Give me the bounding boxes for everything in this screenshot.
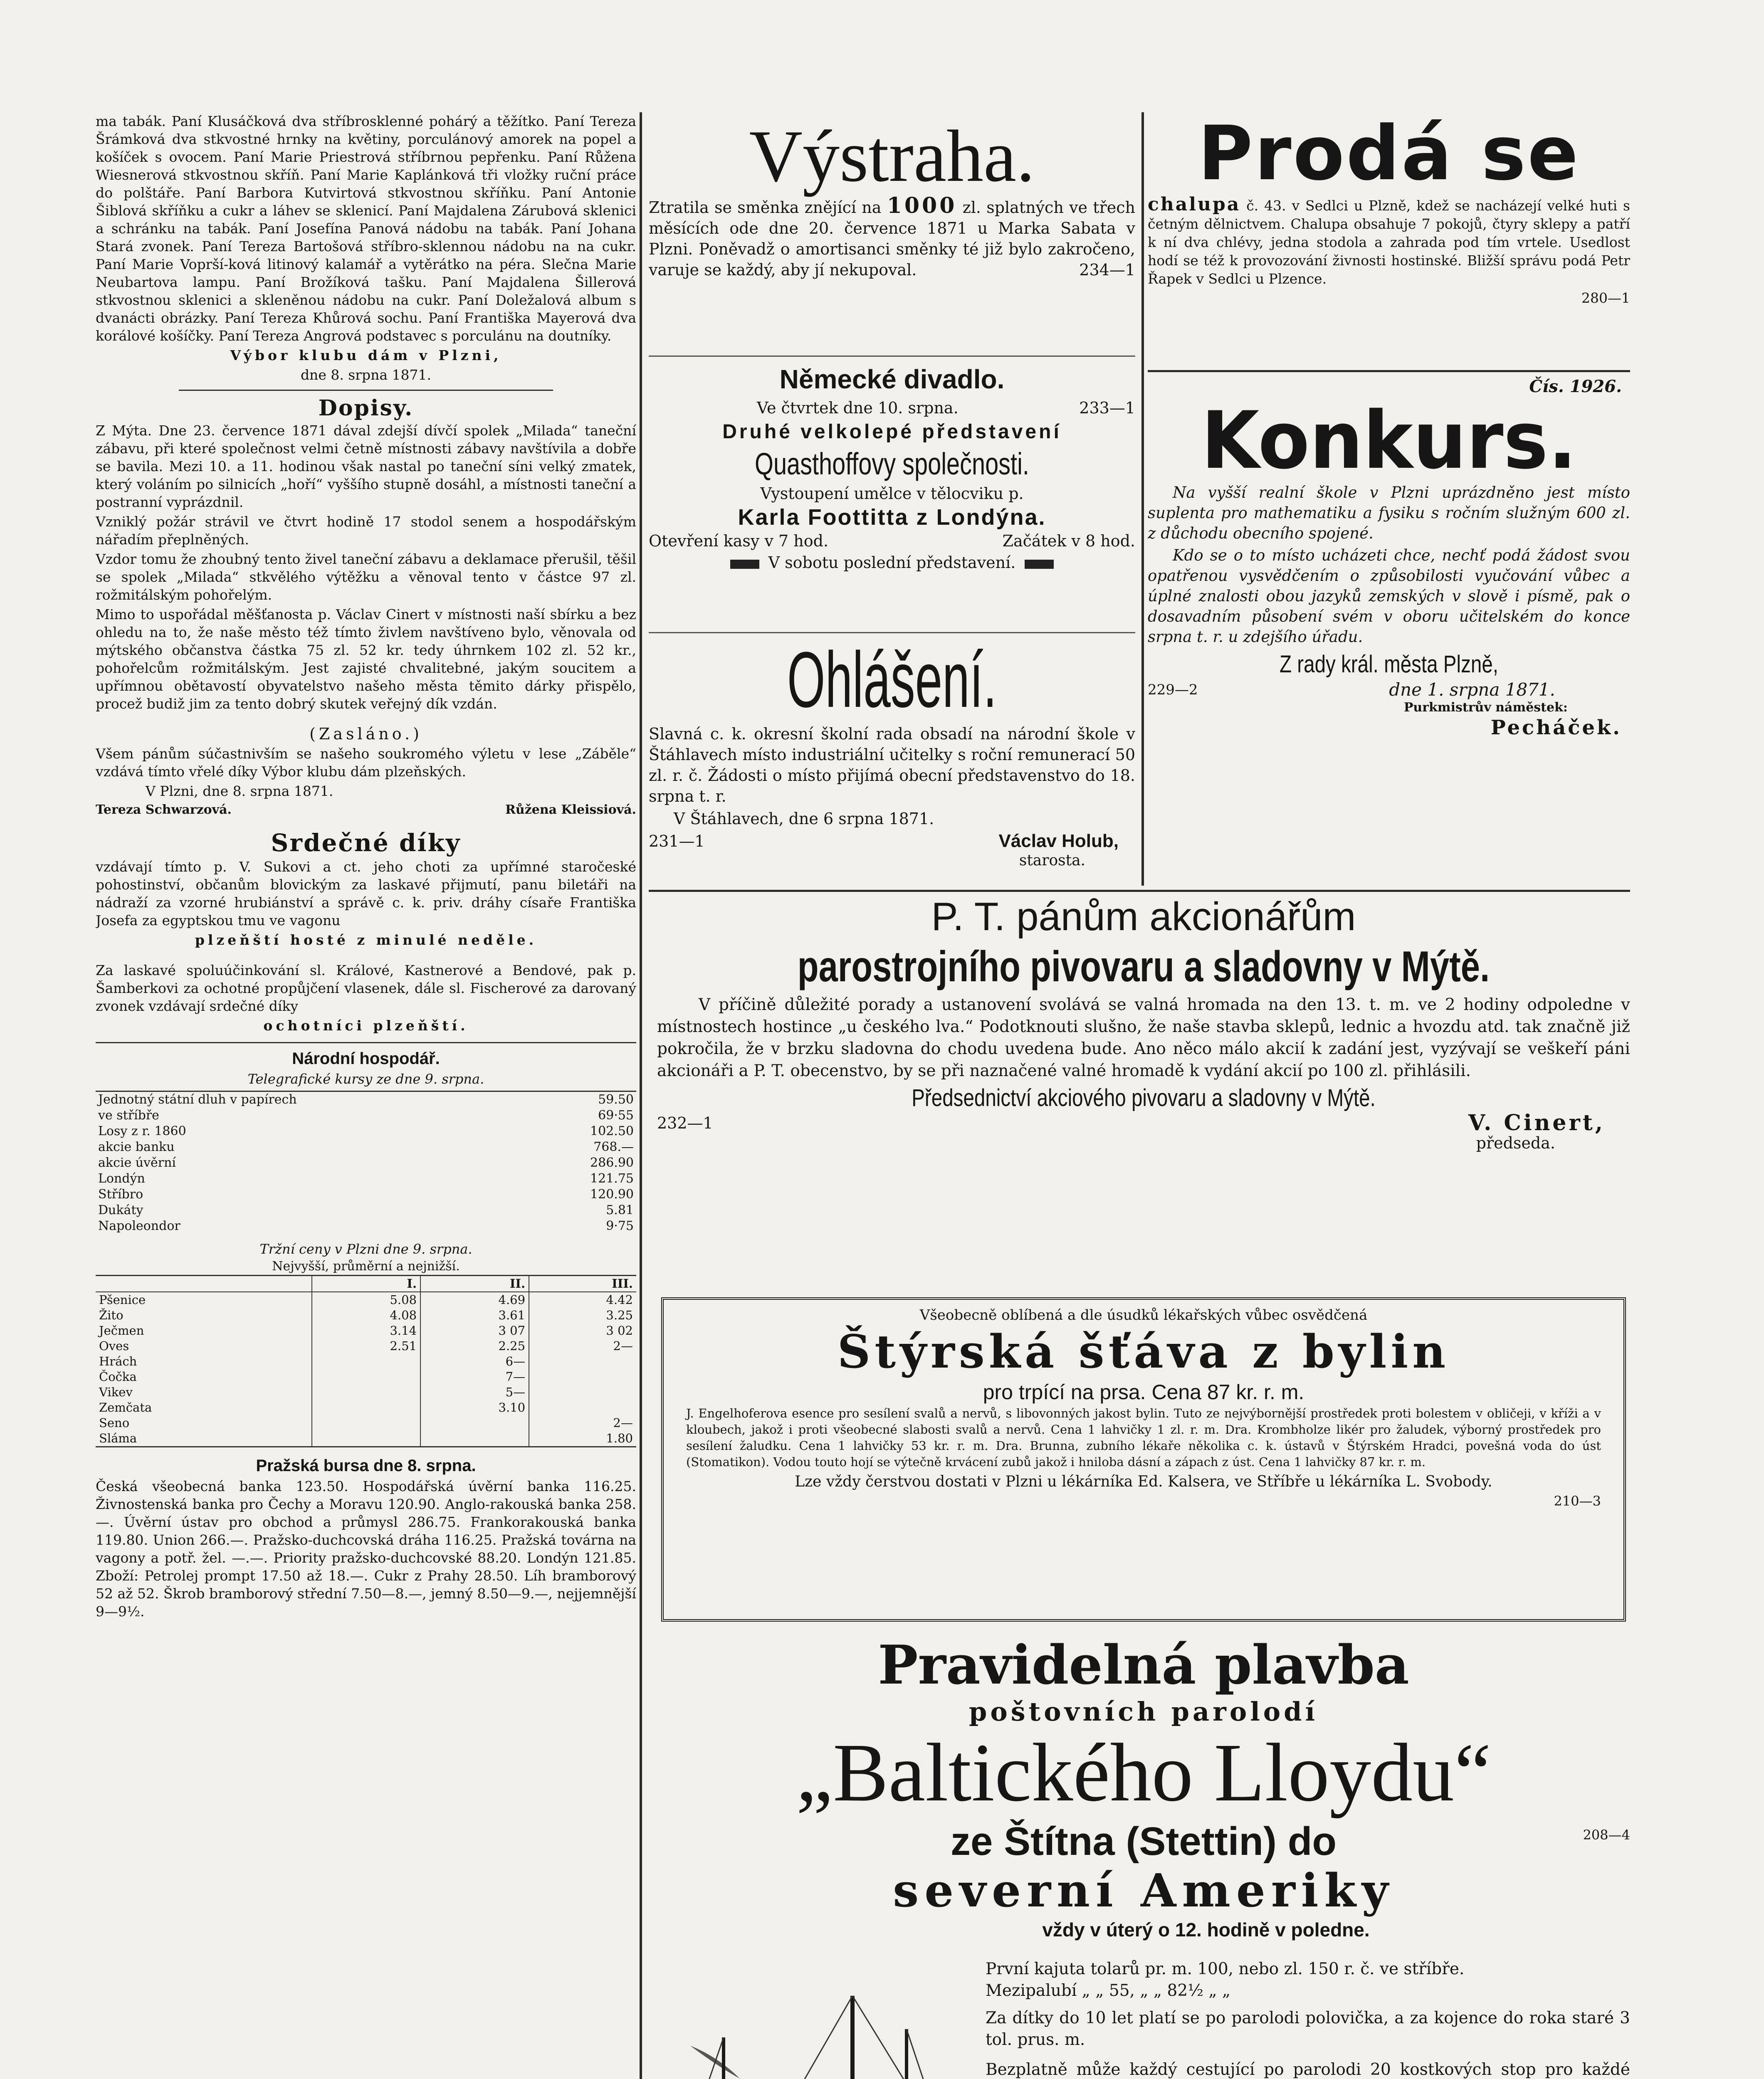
ceny-price: 4.42 xyxy=(529,1292,636,1308)
ceny-price: 2.51 xyxy=(312,1338,420,1354)
ceny-table xyxy=(96,1275,636,1447)
kurz-value: 5.81 xyxy=(606,1203,634,1217)
kurz-label: akcie banku xyxy=(98,1140,175,1154)
kurz-label: Dukáty xyxy=(98,1203,143,1217)
ohlaseni-ad xyxy=(649,636,1135,870)
ceny-price: 2— xyxy=(529,1415,636,1431)
divadlo-line1: Druhé velkolepé představení xyxy=(722,421,1062,443)
hosp-heading: Národní hospodář. xyxy=(292,1049,440,1068)
gifts-signature: Výbor klubu dám v Plzni, xyxy=(230,347,502,363)
vystraha-title: Výstraha. xyxy=(749,115,1035,197)
vystraha-body xyxy=(649,195,1135,280)
stava-ad xyxy=(686,1306,1601,1509)
lloyd-title4-row xyxy=(657,1819,1630,1864)
table-row xyxy=(96,1292,636,1308)
ceny-price: 7— xyxy=(420,1369,529,1385)
zaslano-heading: (Zasláno.) xyxy=(309,725,422,743)
ceny-header: III. xyxy=(529,1276,636,1292)
ceny-price: 3.10 xyxy=(420,1400,529,1415)
stava-foot: Lze vždy čerstvou dostati v Plzni u lékárníka Ed. Kalsera, ve Stříbře u lékárníka L. Svobody. xyxy=(795,1473,1492,1490)
zaslano-body: Všem pánům súčastnivším se našeho soukromého výletu v lese „Záběle“ vzdává tímto vřelé díky Výbor klubu dám plzeňských. xyxy=(96,746,636,780)
ceny-price xyxy=(312,1415,420,1431)
ceny-price: 3.61 xyxy=(420,1308,529,1323)
konkurs-date-row xyxy=(1148,680,1630,699)
akcionari-role: předseda. xyxy=(1476,1134,1555,1152)
table-row xyxy=(96,1108,636,1123)
table-row xyxy=(96,1218,636,1234)
akcionari-signature: Předsednictví akciového pivovaru a sladovny v Mýtě. xyxy=(912,1084,1376,1111)
ceny-price xyxy=(312,1354,420,1369)
bursa-body: Česká všeobecná banka 123.50. Hospodářská úvěrní banka 116.25. Živnostenská banka pro Čechy a Moravu 120.90. Anglo-rakouská banka 258.—. Úvěrní ústav pro obchod a průmysl 286.75. Frankorakouská banka 119.80. Union 266.—. Pražsko-duchcovská dráha 116.25. Pražská továrna na vagony a potř. žel. —.—. Priority pražsko-duchcovské 88.20. Londýn 121.85. Zboží: Petrolej prompt 17.50 až 18.—. Cukr z Prahy 28.50. Líh bramborový 52 až 52. Škrob bramborový střední 7.50—8.—, jemný 8.50—9.—, nejjemnější 9—9½. xyxy=(96,1478,636,1620)
table-header-row xyxy=(96,1276,636,1292)
table-row xyxy=(96,1202,636,1218)
ceny-price: 4.69 xyxy=(420,1292,529,1308)
kurz-label: Stříbro xyxy=(98,1187,143,1202)
divadlo-line2: Vystoupení umělce v tělocviku p. xyxy=(760,484,1024,503)
lloyd-title4: ze Štítna (Stettin) do xyxy=(951,1819,1337,1864)
ceny-price: 3 07 xyxy=(420,1323,529,1338)
ceny-price xyxy=(312,1400,420,1415)
kurz-value: 69·55 xyxy=(598,1108,634,1123)
dopisy-paragraph-3: Vzdor tomu že zhoubný tento živel taneční zábavu a deklamace přerušil, těšil se spolek „Milada“ stkvělého výtěžku a věnoval tento v částce 97 zl. rožmitálským pohořelým. xyxy=(96,551,636,603)
divadlo-last-text: V sobotu poslední představení. xyxy=(768,553,1016,572)
table-row xyxy=(96,1369,636,1385)
kurz-value: 120.90 xyxy=(590,1187,634,1202)
zaslano-signature-right: Růžena Kleissiová. xyxy=(505,802,636,817)
ceny-price: 3.25 xyxy=(529,1308,636,1323)
pointing-hand-icon xyxy=(1025,560,1054,569)
stava-top: Všeobecně oblíbená a dle úsudků lékařských vůbec osvědčená xyxy=(919,1307,1368,1323)
ceny-header: I. xyxy=(312,1276,420,1292)
ceny-price: 2.25 xyxy=(420,1338,529,1354)
kurz-value: 102.50 xyxy=(590,1124,634,1138)
divider xyxy=(649,890,1630,892)
akcionari-sign-row xyxy=(657,1110,1630,1136)
dopisy-paragraph-2: Vzniklý požár strávil ve čtvrt hodině 17 stodol senem a hospodářským nářadím přeplněných. xyxy=(96,514,636,548)
table-row xyxy=(96,1323,636,1338)
vystraha-amount: 1000 xyxy=(887,193,957,218)
table-row xyxy=(96,1431,636,1447)
divadlo-date-row xyxy=(649,397,1135,419)
gifts-list: ma tabák. Paní Klusáčková dva stříbrosklenné pohárý a těžítko. Paní Tereza Šrámková dva stkvostné hrnky na květiny, porculánový amorek na popel a košíček s ovocem. Paní Marie Priestrová stříbrnou pepřenku. Paní Růžena Wiesnerová stkvostnou skříň. Paní Marie Kaplánková tři vložky ruční práce do polštáře. Paní Barbora Kutvirtová stkvostnou skříňku. Paní Antonie Šiblová skříňku a cukr a láhev se sklenicí. Paní Majdalena Zárubová sklenici a schránku na tabák. Paní Josefína Panová nádobu na tabák. Paní Johana Stará zvonek. Paní Tereza Bartošová stříbro-sklennou nádobu na na cukr. Paní Marie Voprší-ková litinový kalamář a vytěrátko na péra. Slečna Marie Neubartova lampu. Paní Brožíková tašku. Paní Majdalena Šillerová stkvostnou sklenici a skleněnou nádobu na cukr. Paní Doležalová album s dvanácti obrázky. Paní Tereza Khůrová sochu. Paní Františka Mayerová dva korálové košíčky. Paní Tereza Angrová podstavec s porculánu na doutníky. xyxy=(96,113,636,344)
section-divider xyxy=(179,390,553,391)
ceny-price xyxy=(529,1354,636,1369)
divadlo-last xyxy=(649,551,1135,574)
konkurs-number: 229—2 xyxy=(1148,681,1198,698)
ceny-price: 5— xyxy=(420,1385,529,1400)
divadlo-number: 233—1 xyxy=(1079,399,1135,417)
dik-body: vzdávají tímto p. V. Sukovi a ct. jeho choti za upřímné staročeské pohostinství, občanům blovickým za laskavé přijmutí, panu biletáři na nádraží za vzorné hrubiánství a správě c. k. priv. dráhy císaře Františka Josefa za egyptskou tmu ve vagonu xyxy=(96,859,636,928)
lloyd-title3: „Baltického Lloydu“ xyxy=(796,1727,1491,1819)
ceny-price xyxy=(420,1431,529,1447)
akcionari-title2: parostrojního pivovaru a sladovny v Mýtě. xyxy=(797,943,1490,991)
ceny-subheading: Nejvyšší, průměrní a nejnižší. xyxy=(272,1259,460,1274)
ceny-price: 3.14 xyxy=(312,1323,420,1338)
left-column xyxy=(96,112,636,2079)
vystraha-ad xyxy=(649,116,1135,282)
lloyd-info xyxy=(986,1946,1630,2079)
stava-subtitle: pro trpící na prsa. Cena 87 kr. r. m. xyxy=(983,1380,1304,1404)
ceny-commodity: Vikev xyxy=(99,1385,133,1399)
ceny-price xyxy=(312,1369,420,1385)
divider xyxy=(649,356,1135,357)
ceny-price: 6— xyxy=(420,1354,529,1369)
ceny-commodity: Pšenice xyxy=(99,1293,146,1307)
divider xyxy=(1148,370,1630,372)
prodej-ad xyxy=(1148,112,1630,306)
ceny-commodity: Sláma xyxy=(99,1431,137,1445)
kurz-value: 121.75 xyxy=(590,1171,634,1186)
ceny-price xyxy=(312,1431,420,1447)
prodej-number: 280—1 xyxy=(1581,290,1630,306)
konkurs-signature: Z rady král. města Plzně, xyxy=(1280,651,1498,678)
prodej-title: Prodá se xyxy=(1198,110,1580,197)
table-row xyxy=(96,1171,636,1187)
dik-heading: Srdečné díky xyxy=(271,829,461,857)
konkurs-body2: Kdo se o to místo ucházeti chce, nechť podá žádost svou opatřenou vysvědčením o způsobilosti vyučování vůbec a úplné znalosti obou jazyků zemských v slově i písmě, pak o dosavadním působení svém v oboru učitelském do konce srpna t. r. u zdejšího úřadu. xyxy=(1148,546,1630,646)
prodej-text: č. 43. v Sedlci u Plzně, kdež se nacházejí velké huti s četným dělnictvem. Chalupa obsahuje 7 pokojů, čtyry sklepy a patří k ní dva chlévy, jedna stodola a zahrada pod tím vrtele. Usedlost hodí se též k provozování živnosti hostinské. Bližší správu podá Petr Řapek v Sedlci u Plzence. xyxy=(1148,198,1630,287)
akcionari-title1: P. T. pánům akcionářům xyxy=(931,894,1356,939)
ceny-price: 4.08 xyxy=(312,1308,420,1323)
vystraha-body-pre: Ztratila se směnka znějící na xyxy=(649,198,882,217)
table-row xyxy=(96,1415,636,1431)
table-row xyxy=(96,1385,636,1400)
kurz-label: ve stříbře xyxy=(98,1108,159,1123)
steamship-icon xyxy=(657,1946,973,2079)
table-row xyxy=(96,1338,636,1354)
lloyd-middle xyxy=(657,1946,1630,2079)
ceny-price: 2— xyxy=(529,1338,636,1354)
prodej-word: chalupa xyxy=(1148,194,1241,215)
ohlaseni-body: Slavná c. k. okresní školní rada obsadí na národní škole v Štáhlavech místo industriální učitelky s roční remunerací 50 zl. r. č. Žádosti o místo přijímá obecní představenstvo do 18. srpna t. r. xyxy=(649,725,1135,805)
ceny-header: II. xyxy=(420,1276,529,1292)
ceny-price: 1.80 xyxy=(529,1431,636,1447)
divadlo-ad xyxy=(649,362,1135,574)
gifts-date: dne 8. srpna 1871. xyxy=(300,367,432,383)
akcionari-body: V příčině důležité porady a ustanovení svolává se valná hromada na den 13. t. m. ve 2 hodiny odpoledne v místnostech hostince „u českého lva.“ Podotknouti slušno, že naše stavba sklepů, lednic a hvozdu atd. tak značně již pokročila, že v brzku sladovna do chodu uvedena bude. Ano něco málo akcií k zadání jest, vyzývají se veškeří páni akcionáři a P. T. obecenstvo, by se při naznačené valné hromadě k vydání akcií po 100 zl. přihlásili. xyxy=(657,995,1630,1080)
ceny-commodity: Žito xyxy=(99,1308,124,1322)
konkurs-title: Konkurs. xyxy=(1201,395,1577,486)
table-row xyxy=(96,1400,636,1415)
stava-body: J. Engelhoferova esence pro sesílení svalů a nervů, s libovonných jakost bylin. Tuto ze nejvýbornější prostředek proti bolestem v obličeji, v kříži a v kloubech, jakož i proti všeobecné slabosti svalů a nervů. Cena 1 lahvičky 1 zl. r. m. Dra. Krombholze likér pro žaludek, výborný prostředek pro sesílení žaludku. Cena 1 lahvičky 53 kr. r. m. Dra. Brunna, zubního lékaře několika c. k. ústavů v Štýrském Hradci, povešná voda do úst (Stomatikon). Vodou touto hojí se výtečně krvácení zubů jakož i hniloba dásní a zápach z úst. Cena 1 lahvičky 87 kr. r. m. xyxy=(686,1406,1601,1469)
divadlo-artist: Karla Foottitta z Londýna. xyxy=(738,505,1046,530)
column-rule-right xyxy=(1141,112,1144,886)
ohlaseni-sign-row xyxy=(649,831,1135,852)
kurz-label: Napoleondor xyxy=(98,1219,180,1233)
ceny-commodity: Oves xyxy=(99,1339,129,1353)
konkurs-role: Purkmistrův náměstek: xyxy=(1403,700,1568,715)
zaslano-signature-left: Tereza Schwarzová. xyxy=(96,802,232,817)
stava-number: 210—3 xyxy=(1554,1493,1601,1509)
lloyd-ad xyxy=(657,1634,1630,2079)
lloyd-price2: Mezipalubí „ „ 55, „ „ 82½ „ „ xyxy=(986,1981,1231,2000)
column-rule-left xyxy=(640,112,642,2079)
table-row xyxy=(96,1354,636,1369)
kurz-value: 768.— xyxy=(593,1140,634,1154)
lloyd-number: 208—4 xyxy=(1583,1827,1630,1843)
ceny-commodity: Seno xyxy=(99,1416,130,1430)
divadlo-times xyxy=(649,531,1135,551)
lloyd-price1: První kajuta tolarů pr. m. 100, nebo zl. 150 r. č. ve stříbře. xyxy=(986,1960,1465,1978)
akcionari-name: V. Cinert, xyxy=(1468,1110,1605,1136)
divadlo-start: Začátek v 8 hod. xyxy=(1002,532,1135,550)
dik2-signature: ochotníci plzeňští. xyxy=(263,1017,469,1034)
ceny-commodity: Hrách xyxy=(99,1354,137,1368)
ceny-price xyxy=(529,1385,636,1400)
ceny-price: 3 02 xyxy=(529,1323,636,1338)
ceny-price xyxy=(529,1400,636,1415)
kurz-label: Jednotný státní dluh v papírech xyxy=(98,1092,297,1107)
ceny-header xyxy=(96,1276,312,1292)
ohlaseni-date: V Štáhlavech, dne 6 srpna 1871. xyxy=(674,810,934,828)
lloyd-title2: poštovních parolodí xyxy=(968,1696,1319,1727)
konkurs-name: Pecháček. xyxy=(1490,716,1622,739)
table-row xyxy=(96,1308,636,1323)
table-row xyxy=(96,1092,636,1108)
divadlo-date: Ve čtvrtek dne 10. srpna. xyxy=(757,399,959,417)
akcionari-number: 232—1 xyxy=(657,1114,713,1132)
ceny-price xyxy=(312,1385,420,1400)
kurz-label: akcie úvěrní xyxy=(98,1156,176,1170)
vystraha-body-post: zl. splatných ve třech měsících ode dne 20. července 1871 u Marka Sabata v Plzni. Poněvadž o amortisanci směnky té již bylo zakročeno, varuje se každý, aby jí nekupoval. xyxy=(649,198,1135,279)
akcionari-ad xyxy=(657,894,1630,1153)
lloyd-free: Bezplatně může každý cestující po parolodi 20 kostkových stop pro každé xyxy=(986,2060,1630,2079)
lloyd-kids: Za dítky do 10 let platí se po parolodi polovička, a za kojence do roka staré 3 tol. prus. m. xyxy=(986,2009,1630,2049)
kurzy-table xyxy=(96,1092,636,1234)
ceny-commodity: Čočka xyxy=(99,1370,137,1384)
dik2-body: Za laskavé spoluúčinkování sl. Králové, Kastnerové a Bendové, pak p. Šamberkovi za ochotné propůjčení vlasenek, dále sl. Fischerové za darovaný zvonek vzdávají srdečné díky xyxy=(96,962,636,1014)
ceny-commodity: Zemčata xyxy=(99,1400,152,1415)
dopisy-paragraph-1: Z Mýta. Dne 23. července 1871 dával zdejší dívčí spolek „Milada“ taneční zábavu, při které společnost velmi četně místnosti zábavy navštívila a dobře se bavila. Mezi 10. a 11. hodinou však nastal po taneční síni velký zmatek, který voláním po silnicích „hoří“ vyššího stupně dosáhl, a místnosti taneční a postranní vyprázdnil. xyxy=(96,422,636,510)
kurz-value: 59.50 xyxy=(598,1092,634,1107)
divider xyxy=(649,632,1135,633)
ceny-table-body xyxy=(96,1292,636,1447)
ceny-price xyxy=(420,1415,529,1431)
kurz-value: 286.90 xyxy=(590,1156,634,1170)
table-row xyxy=(96,1139,636,1155)
konkurs-body1: Na vyšší realní škole v Plzni uprázdněno jest místo suplenta pro mathematiku a fysiku s ročním služným 600 zl. z důchodu obecního spojené. xyxy=(1148,484,1630,542)
vystraha-number: 234—1 xyxy=(1079,261,1135,279)
dik-signature: plzeňští hosté z minulé neděle. xyxy=(195,932,537,948)
divadlo-company: Quasthoffovy společnosti. xyxy=(755,447,1029,481)
divadlo-title: Německé divadlo. xyxy=(779,364,1005,394)
ohlaseni-role: starosta. xyxy=(1019,852,1085,869)
lloyd-title1: Pravidelná plavba xyxy=(878,1634,1409,1696)
prodej-body xyxy=(1148,195,1630,288)
konkurs-ad xyxy=(1148,374,1630,739)
kurz-label: Losy z r. 1860 xyxy=(98,1124,186,1138)
ohlaseni-signature: Václav Holub, xyxy=(998,831,1119,851)
lloyd-title5: severní Ameriky xyxy=(893,1864,1394,1917)
table-row xyxy=(96,1187,636,1202)
zaslano-signatures xyxy=(96,802,636,818)
stava-title: Štýrská šťáva z bylin xyxy=(837,1325,1450,1378)
konkurs-date: dne 1. srpna 1871. xyxy=(1389,679,1555,700)
ceny-commodity: Ječmen xyxy=(99,1323,144,1338)
dopisy-heading: Dopisy. xyxy=(318,395,414,421)
dopisy-paragraph-4: Mimo to uspořádal měšťanosta p. Václav Cinert v místnosti naší sbírku a bez ohledu na to, že naše město též tímto živlem navštíveno bylo, věnovala od mýtského občanstva částka 75 zl. 52 kr. tedy úhrnkem 102 zl. 52 kr., pohořelcům rožmitálským. Jest zajisté chvalitebné, jakým soucitem a upřímnou obětavostí obyvatelstvo našeho města těmito dárky přispělo, procež budiž jim za tento dobrý skutek veřejný dík vzdán. xyxy=(96,606,636,712)
section-divider xyxy=(96,1042,636,1043)
ceny-price xyxy=(529,1369,636,1385)
ceny-heading: Tržní ceny v Plzni dne 9. srpna. xyxy=(259,1241,472,1257)
ceny-price: 5.08 xyxy=(312,1292,420,1308)
zaslano-date: V Plzni, dne 8. srpna 1871. xyxy=(146,783,334,799)
ohlaseni-title: Ohlášení. xyxy=(787,636,997,724)
divadlo-open: Otevření kasy v 7 hod. xyxy=(649,532,829,550)
steamship-illustration xyxy=(657,1946,973,2079)
table-row xyxy=(96,1155,636,1171)
konkurs-ref: Čís. 1926. xyxy=(1529,377,1622,396)
ohlaseni-number: 231—1 xyxy=(649,832,705,850)
lloyd-days: vždy v úterý o 12. hodině v poledne. xyxy=(1042,1919,1370,1941)
table-row xyxy=(96,1123,636,1139)
pointing-hand-icon xyxy=(730,560,759,569)
bursa-heading: Pražská bursa dne 8. srpna. xyxy=(256,1457,476,1475)
kurz-value: 9·75 xyxy=(606,1219,634,1233)
kurzy-heading: Telegrafické kursy ze dne 9. srpna. xyxy=(247,1071,484,1087)
kurz-label: Londýn xyxy=(98,1171,145,1186)
